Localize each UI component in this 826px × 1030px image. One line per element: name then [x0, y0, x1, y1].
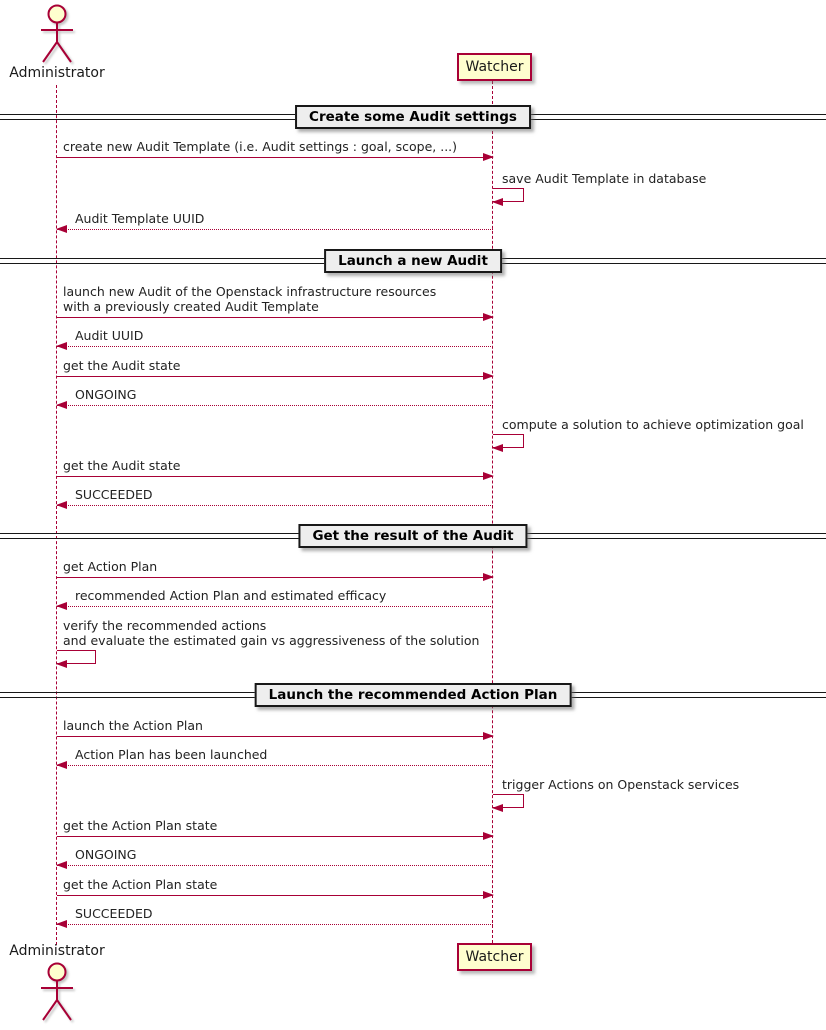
arrowhead-right-icon [483, 732, 494, 740]
arrowhead-left-icon [492, 444, 503, 452]
message-succeeded-2 [57, 906, 493, 925]
arrowhead-right-icon [483, 573, 494, 581]
message-save-audit-template [493, 171, 706, 202]
message-label: trigger Actions on Openstack services [502, 777, 740, 792]
message-get-action-plan-state-1 [57, 818, 493, 837]
arrowhead-left-icon [56, 501, 67, 509]
divider-title: Get the result of the Audit [298, 524, 527, 548]
message-trigger-actions [493, 777, 739, 808]
actor-icon [33, 3, 81, 65]
message-launch-action-plan [57, 718, 493, 737]
arrowhead-left-icon [56, 660, 67, 668]
arrowhead-left-icon [56, 920, 67, 928]
message-verify-actions [57, 618, 479, 664]
message-launch-new-audit [57, 284, 493, 318]
actor-icon [33, 959, 81, 1025]
divider-create-audit-settings [0, 105, 826, 129]
arrowhead-right-icon [483, 832, 494, 840]
message-succeeded-1 [57, 487, 493, 506]
self-arrow [493, 434, 524, 448]
arrowhead-left-icon [56, 342, 67, 350]
participant-label: Watcher [465, 59, 524, 75]
self-arrow [493, 794, 524, 808]
message-label: Audit UUID [75, 328, 144, 343]
message-label: ONGOING [75, 387, 137, 402]
arrowhead-left-icon [56, 602, 67, 610]
message-label: get the Action Plan state [63, 818, 218, 833]
message-label: ONGOING [75, 847, 137, 862]
message-label: create new Audit Template (i.e. Audit settings : goal, scope, ...) [63, 139, 458, 154]
arrow-line [57, 346, 493, 347]
message-label: compute a solution to achieve optimization goal [502, 417, 804, 432]
actor-label: Administrator [9, 943, 105, 959]
divider-title: Launch a new Audit [324, 249, 502, 273]
self-arrow [57, 650, 96, 664]
participant-label: Watcher [465, 949, 524, 965]
arrow-line [57, 376, 493, 377]
arrow-line [57, 765, 493, 766]
arrow-line [57, 865, 493, 866]
arrow-line [57, 577, 493, 578]
message-ongoing-2 [57, 847, 493, 866]
participant-watcher-top [457, 53, 532, 81]
message-ongoing-1 [57, 387, 493, 406]
message-label: Action Plan has been launched [75, 747, 268, 762]
message-audit-template-uuid [57, 211, 493, 230]
actor-label: Administrator [9, 65, 105, 81]
arrow-line [57, 736, 493, 737]
message-get-action-plan [57, 559, 493, 578]
arrow-line [57, 606, 493, 607]
message-get-action-plan-state-2 [57, 877, 493, 896]
participant-watcher-bottom [457, 943, 532, 971]
message-label: get the Audit state [63, 358, 181, 373]
message-compute-solution [493, 417, 804, 448]
message-label: launch the Action Plan [63, 718, 203, 733]
message-label: launch new Audit of the Openstack infrastructure resources with a previously created Audit Template [63, 284, 437, 314]
message-label: SUCCEEDED [75, 487, 153, 502]
arrow-line [57, 895, 493, 896]
arrowhead-left-icon [56, 861, 67, 869]
message-label: save Audit Template in database [502, 171, 707, 186]
arrowhead-left-icon [56, 225, 67, 233]
divider-get-audit-result [0, 524, 826, 548]
arrowhead-left-icon [56, 761, 67, 769]
arrowhead-right-icon [483, 313, 494, 321]
arrow-line [57, 476, 493, 477]
message-label: get the Audit state [63, 458, 181, 473]
arrowhead-right-icon [483, 472, 494, 480]
arrow-line [57, 317, 493, 318]
arrow-line [57, 229, 493, 230]
arrow-line [57, 836, 493, 837]
arrow-line [57, 157, 493, 158]
actor-administrator-bottom [2, 943, 112, 1025]
message-label: get the Action Plan state [63, 877, 218, 892]
arrowhead-right-icon [483, 153, 494, 161]
arrowhead-left-icon [492, 804, 503, 812]
arrowhead-left-icon [492, 198, 503, 206]
divider-title: Create some Audit settings [295, 105, 531, 129]
message-get-audit-state-1 [57, 358, 493, 377]
message-label: get Action Plan [63, 559, 158, 574]
message-label: verify the recommended actions and evaluate the estimated gain vs aggressiveness of the solution [63, 618, 480, 648]
message-recommended-action-plan [57, 588, 493, 607]
actor-administrator-top [2, 3, 112, 81]
arrowhead-right-icon [483, 891, 494, 899]
arrowhead-right-icon [483, 372, 494, 380]
message-label: recommended Action Plan and estimated efficacy [75, 588, 387, 603]
arrow-line [57, 924, 493, 925]
message-label: SUCCEEDED [75, 906, 153, 921]
arrowhead-left-icon [56, 401, 67, 409]
arrow-line [57, 505, 493, 506]
message-action-plan-launched [57, 747, 493, 766]
message-create-audit-template [57, 139, 493, 158]
message-audit-uuid [57, 328, 493, 347]
divider-launch-action-plan [0, 683, 826, 707]
message-get-audit-state-2 [57, 458, 493, 477]
arrow-line [57, 405, 493, 406]
message-label: Audit Template UUID [75, 211, 205, 226]
divider-launch-new-audit [0, 249, 826, 273]
self-arrow [493, 188, 524, 202]
divider-title: Launch the recommended Action Plan [255, 683, 572, 707]
